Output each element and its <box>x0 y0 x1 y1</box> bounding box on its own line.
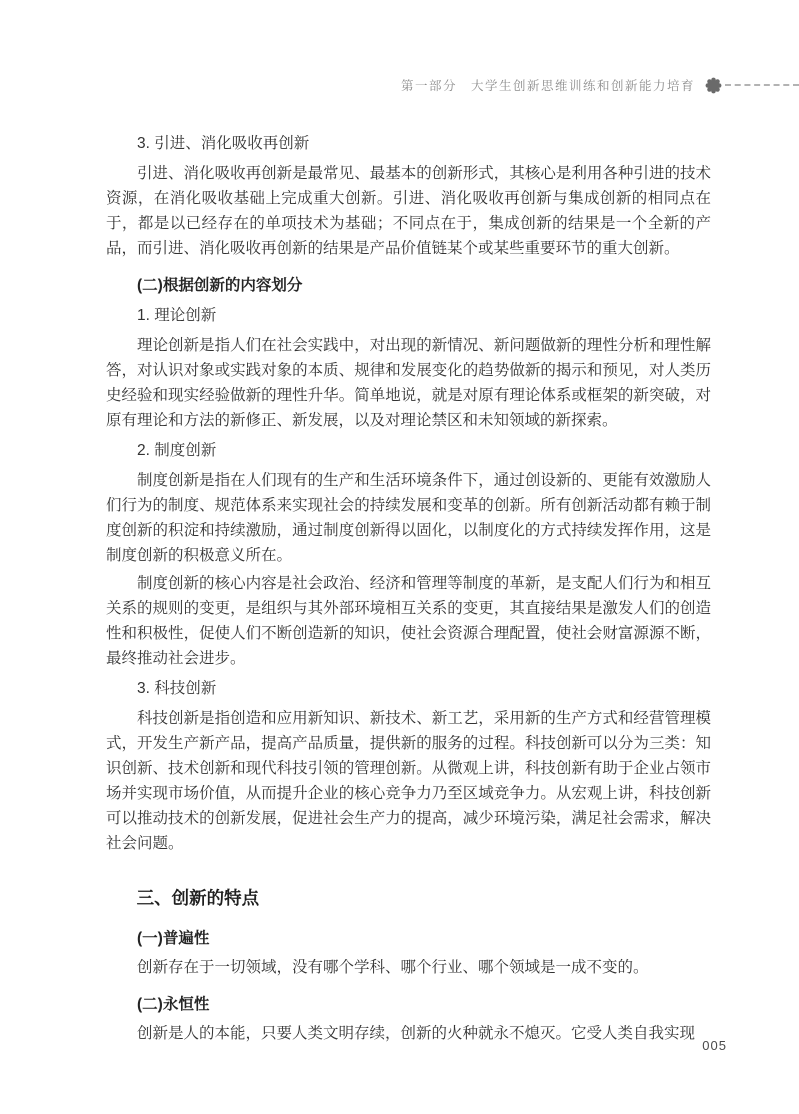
num-heading: 3. 科技创新 <box>137 680 217 697</box>
header-dashed-rule <box>725 84 799 86</box>
bold-heading: (一)普遍性 <box>137 930 210 947</box>
chapter-title: 大学生创新思维训练和创新能力培育 <box>470 79 695 93</box>
paragraph: 科技创新是指创造和应用新知识、新技术、新工艺，采用新的生产方式和经营管理模式，开发生产新产品，提高产品质量，提供新的服务的过程。科技创新可以分为三类：知识创新、技术创新和现代科技引领的管理创新。从微观上讲，科技创新有助于企业占领市场并实现市场价值，从而提升企业的核心竞争力乃至区域竞争力。从宏观上讲，科技创新可以推动技术的创新发展，促进社会生产力的提高，减少环境污染，满足社会需求，解决社会问题。 <box>106 710 711 852</box>
page-number: 005 <box>702 1038 727 1053</box>
paragraph: 创新是人的本能，只要人类文明存续，创新的火种就永不熄灭。它受人类自我实现 <box>137 1025 696 1042</box>
paragraph: 创新存在于一切领域，没有哪个学科、哪个行业、哪个领域是一成不变的。 <box>137 959 649 976</box>
paragraph: 理论创新是指人们在社会实践中，对出现的新情况、新问题做新的理性分析和理性解答，对认识对象或实践对象的本质、规律和发展变化的趋势做新的揭示和预见，对人类历史经验和现实经验做新的理性升华。简单地说，就是对原有理论体系或框架的新突破，对原有理论和方法的新修正、新发展，以及对理论禁区和未知领域的新探索。 <box>106 337 711 429</box>
num-heading: 2. 制度创新 <box>137 442 217 459</box>
rosette-ornament-icon <box>705 77 722 94</box>
num-heading: 3. 引进、消化吸收再创新 <box>137 135 310 152</box>
part-label: 第一部分 <box>400 79 457 93</box>
num-heading: 1. 理论创新 <box>137 307 217 324</box>
bold-heading: (二)永恒性 <box>137 996 210 1013</box>
running-header <box>0 76 799 94</box>
paragraph: 制度创新是指在人们现有的生产和生活环境条件下，通过创设新的、更能有效激励人们行为的制度、规范体系来实现社会的持续发展和变革的创新。所有创新活动都有赖于制度创新的积淀和持续激励，通过制度创新得以固化，以制度化的方式持续发挥作用，这是制度创新的积极意义所在。 <box>106 472 711 564</box>
page-body <box>106 126 711 1049</box>
bold-heading: (二)根据创新的内容划分 <box>137 277 303 294</box>
paragraph: 制度创新的核心内容是社会政治、经济和管理等制度的革新，是支配人们行为和相互关系的规则的变更，是组织与其外部环境相互关系的变更，其直接结果是激发人们的创造性和积极性，促使人们不断创造新的知识，使社会资源合理配置，使社会财富源源不断，最终推动社会进步。 <box>106 575 711 667</box>
section-heading: 三、创新的特点 <box>136 888 260 908</box>
paragraph: 引进、消化吸收再创新是最常见、最基本的创新形式，其核心是利用各种引进的技术资源，在消化吸收基础上完成重大创新。引进、消化吸收再创新与集成创新的相同点在于，都是以已经存在的单项技术为基础；不同点在于，集成创新的结果是一个全新的产品，而引进、消化吸收再创新的结果是产品价值链某个或某些重要环节的重大创新。 <box>106 165 711 257</box>
